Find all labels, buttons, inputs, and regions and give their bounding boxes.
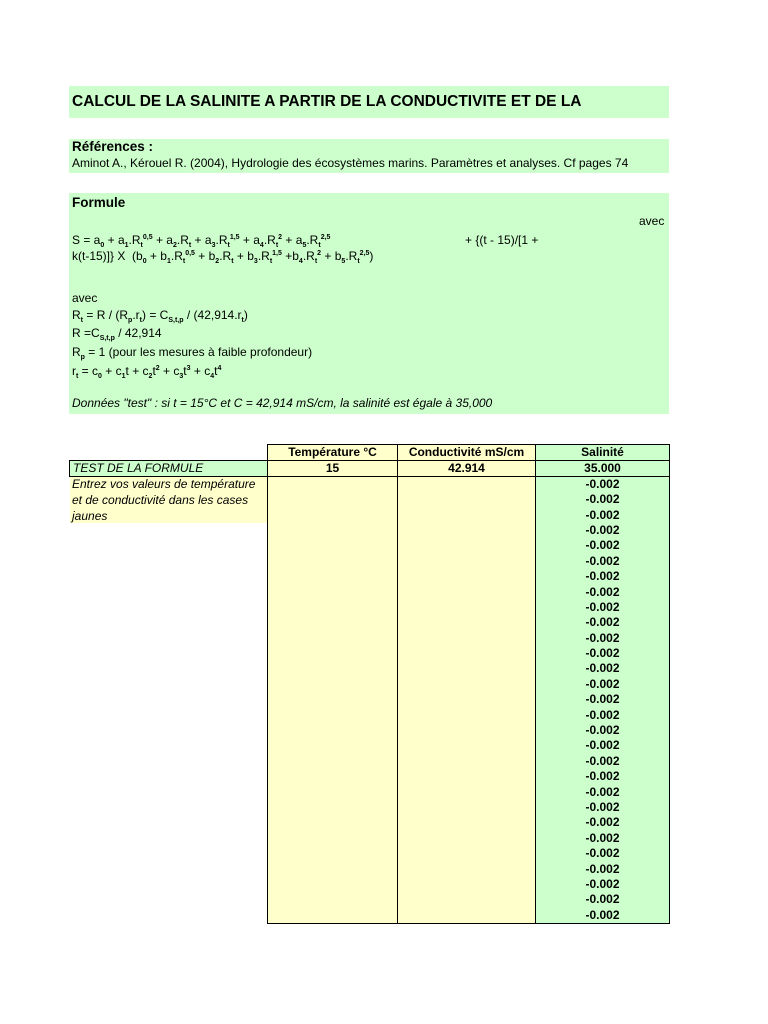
conductivity-input-cell[interactable] [398, 646, 536, 661]
temperature-input-cell[interactable] [268, 661, 398, 676]
salinity-result-cell: -0.002 [536, 646, 670, 661]
salinity-result-cell: -0.002 [536, 723, 670, 738]
instructions-text: Entrez vos valeurs de température et de conductivité dans les cases jaunes [72, 477, 256, 523]
table-row [70, 738, 670, 753]
conductivity-input-cell[interactable] [398, 477, 536, 493]
salinity-result-cell: -0.002 [536, 569, 670, 584]
salinity-result-cell: -0.002 [536, 908, 670, 924]
temperature-input-cell[interactable] [268, 554, 398, 569]
formula-line-2: k(t-15)]} X $(b_0 + b_1.R_t^{0,5} + b_2.R_t + b_3.R_t^{1,5} +b_4.R_t^2 + b_5.R_t^{2,5})$ [72, 249, 374, 265]
temperature-input-cell[interactable] [268, 492, 398, 507]
conductivity-input-cell[interactable] [398, 631, 536, 646]
salinity-result-cell: -0.002 [536, 815, 670, 830]
temperature-input-cell[interactable] [268, 677, 398, 692]
temperature-input-cell[interactable] [268, 584, 398, 599]
salinity-result-cell: -0.002 [536, 538, 670, 553]
conductivity-input-cell[interactable] [398, 584, 536, 599]
salinity-result-cell: -0.002 [536, 600, 670, 615]
conductivity-input-cell[interactable] [398, 846, 536, 861]
temperature-input-cell[interactable] [268, 723, 398, 738]
row-label-cell [70, 723, 268, 738]
salinity-result-cell: -0.002 [536, 477, 670, 493]
salinity-result-cell: -0.002 [536, 692, 670, 707]
salinity-result-cell: -0.002 [536, 507, 670, 522]
formula-avec-right: avec [639, 214, 665, 228]
table-row [70, 631, 670, 646]
salinity-result-cell: -0.002 [536, 846, 670, 861]
row-label-cell [70, 892, 268, 907]
conductivity-input-cell[interactable] [398, 908, 536, 924]
salinity-result-cell: -0.002 [536, 861, 670, 876]
temperature-input-cell[interactable] [268, 523, 398, 538]
salinity-result-cell: -0.002 [536, 784, 670, 799]
test-temperature: 15 [268, 461, 398, 477]
row-label-cell [70, 523, 268, 538]
salinity-result-cell: -0.002 [536, 677, 670, 692]
temperature-input-cell[interactable] [268, 754, 398, 769]
row-label-cell [70, 800, 268, 815]
salinity-result-cell: -0.002 [536, 769, 670, 784]
temperature-input-cell[interactable] [268, 615, 398, 630]
temperature-input-cell[interactable] [268, 892, 398, 907]
salinity-result-cell: -0.002 [536, 800, 670, 815]
row-label-cell [70, 646, 268, 661]
row-label-cell [70, 707, 268, 722]
conductivity-input-cell[interactable] [398, 569, 536, 584]
conductivity-input-cell[interactable] [398, 523, 536, 538]
row-label-cell [70, 677, 268, 692]
test-conductivity: 42.914 [398, 461, 536, 477]
conductivity-input-cell[interactable] [398, 815, 536, 830]
header-temperature: Température °C [268, 445, 398, 461]
row-label-cell [70, 815, 268, 830]
test-salinity: 35.000 [536, 461, 670, 477]
table-row [70, 908, 670, 924]
table-header-row [70, 445, 670, 461]
header-conductivity: Conductivité mS/cm [398, 445, 536, 461]
conductivity-input-cell[interactable] [398, 661, 536, 676]
conductivity-input-cell[interactable] [398, 800, 536, 815]
temperature-input-cell[interactable] [268, 831, 398, 846]
temperature-input-cell[interactable] [268, 738, 398, 753]
table-row [70, 584, 670, 599]
conductivity-input-cell[interactable] [398, 892, 536, 907]
conductivity-input-cell[interactable] [398, 600, 536, 615]
formula-rp-text: = 1 (pour les mesures à faible profondeur) [88, 345, 313, 359]
temperature-input-cell[interactable] [268, 692, 398, 707]
temperature-input-cell[interactable] [268, 908, 398, 924]
conductivity-input-cell[interactable] [398, 492, 536, 507]
row-label-cell [70, 738, 268, 753]
salinity-result-cell: -0.002 [536, 738, 670, 753]
table-row [70, 692, 670, 707]
table-row [70, 600, 670, 615]
temperature-input-cell[interactable] [268, 707, 398, 722]
row-label-cell [70, 846, 268, 861]
row-label-cell [70, 661, 268, 676]
temperature-input-cell[interactable] [268, 646, 398, 661]
temperature-input-cell[interactable] [268, 815, 398, 830]
row-label-cell [70, 861, 268, 876]
conductivity-input-cell[interactable] [398, 707, 536, 722]
row-label-cell [70, 754, 268, 769]
conductivity-input-cell[interactable] [398, 784, 536, 799]
formula-line-1-tail: + {(t - 15)/[1 + [465, 233, 539, 247]
formula-line-1: $S = a_0 + a_1.R_t^{0,5} + a_2.R_t + a_3.R_t^{1,5} + a_4.R_t^2 + a_5.R_t^{2,5}$ [72, 233, 331, 249]
conductivity-input-cell[interactable] [398, 538, 536, 553]
temperature-input-cell[interactable] [268, 846, 398, 861]
table-row [70, 846, 670, 861]
table-row [70, 892, 670, 907]
row-label-cell [70, 600, 268, 615]
salinity-result-cell: -0.002 [536, 661, 670, 676]
temperature-input-cell[interactable] [268, 861, 398, 876]
salinity-result-cell: -0.002 [536, 831, 670, 846]
conductivity-input-cell[interactable] [398, 554, 536, 569]
conductivity-input-cell[interactable] [398, 831, 536, 846]
temperature-input-cell[interactable] [268, 507, 398, 522]
table-row [70, 554, 670, 569]
conductivity-input-cell[interactable] [398, 738, 536, 753]
formula-rt-def: $R_t = R / (R_p.r_t) = C_{S,t,p} / (42,914.r_t)$ [72, 308, 248, 324]
temperature-input-cell[interactable] [268, 784, 398, 799]
temperature-input-cell[interactable] [268, 800, 398, 815]
table-row [70, 815, 670, 830]
temperature-input-cell[interactable] [268, 477, 398, 493]
row-label-cell [70, 692, 268, 707]
temperature-input-cell[interactable] [268, 769, 398, 784]
row-label-cell [70, 631, 268, 646]
references-text: Aminot A., Kérouel R. (2004), Hydrologie des écosystèmes marins. Paramètres et analyses. Cf pages 74 [72, 156, 629, 170]
formula-avec: avec [72, 291, 98, 305]
table-row [70, 784, 670, 799]
row-label-cell [70, 831, 268, 846]
formula-rt-poly: $r_t = c_0 + c_1t + c_2t^2 + c_3t^3 + c_4t^4$ [72, 364, 222, 380]
salinity-result-cell: -0.002 [536, 707, 670, 722]
table-row [70, 523, 670, 538]
formula-rp-def: $R_p = 1$ (pour les mesures à faible profondeur) [72, 345, 313, 361]
temperature-input-cell[interactable] [268, 538, 398, 553]
references-heading: Références : [72, 139, 154, 154]
table-row [70, 861, 670, 876]
salinity-result-cell: -0.002 [536, 754, 670, 769]
conductivity-input-cell[interactable] [398, 615, 536, 630]
conductivity-input-cell[interactable] [398, 677, 536, 692]
temperature-input-cell[interactable] [268, 600, 398, 615]
conductivity-input-cell[interactable] [398, 723, 536, 738]
conductivity-input-cell[interactable] [398, 692, 536, 707]
salinity-result-cell: -0.002 [536, 615, 670, 630]
table-row [70, 661, 670, 676]
row-label-cell [70, 554, 268, 569]
conductivity-input-cell[interactable] [398, 861, 536, 876]
table-row [70, 569, 670, 584]
formula-r-def: $R =C_{S,t,p} / 42,914$ [72, 326, 162, 342]
table-row [70, 831, 670, 846]
row-label-cell [70, 615, 268, 630]
salinity-result-cell: -0.002 [536, 492, 670, 507]
table-row [70, 538, 670, 553]
row-label-cell [70, 769, 268, 784]
conductivity-input-cell[interactable] [398, 769, 536, 784]
table-row [70, 769, 670, 784]
header-salinity: Salinité [536, 445, 670, 461]
salinity-result-cell: -0.002 [536, 584, 670, 599]
salinity-result-cell: -0.002 [536, 631, 670, 646]
table-row [70, 707, 670, 722]
temperature-input-cell[interactable] [268, 569, 398, 584]
salinity-result-cell: -0.002 [536, 877, 670, 892]
row-label-cell [70, 908, 268, 924]
row-label-cell [70, 569, 268, 584]
row-label-cell [70, 584, 268, 599]
conductivity-input-cell[interactable] [398, 754, 536, 769]
temperature-input-cell[interactable] [268, 877, 398, 892]
row-label-cell [70, 784, 268, 799]
formula-section [69, 193, 669, 414]
temperature-input-cell[interactable] [268, 631, 398, 646]
salinity-result-cell: -0.002 [536, 523, 670, 538]
formula-heading: Formule [72, 195, 126, 210]
salinity-result-cell: -0.002 [536, 892, 670, 907]
conductivity-input-cell[interactable] [398, 877, 536, 892]
table-row [70, 723, 670, 738]
table-row [70, 646, 670, 661]
table-row [70, 754, 670, 769]
conductivity-input-cell[interactable] [398, 507, 536, 522]
row-label-cell [70, 877, 268, 892]
references-section [69, 139, 669, 173]
row-label-cell [70, 538, 268, 553]
salinity-result-cell: -0.002 [536, 554, 670, 569]
table-row [70, 615, 670, 630]
table-row [70, 800, 670, 815]
table-row [70, 677, 670, 692]
test-label: TEST DE LA FORMULE [70, 461, 268, 477]
table-row [70, 877, 670, 892]
formula-test-note: Données "test" : si t = 15°C et C = 42,914 mS/cm, la salinité est égale à 35,000 [72, 396, 493, 410]
sheet-title: CALCUL DE LA SALINITE A PARTIR DE LA CONDUCTIVITE ET DE LA [69, 86, 669, 118]
test-row [70, 461, 670, 477]
